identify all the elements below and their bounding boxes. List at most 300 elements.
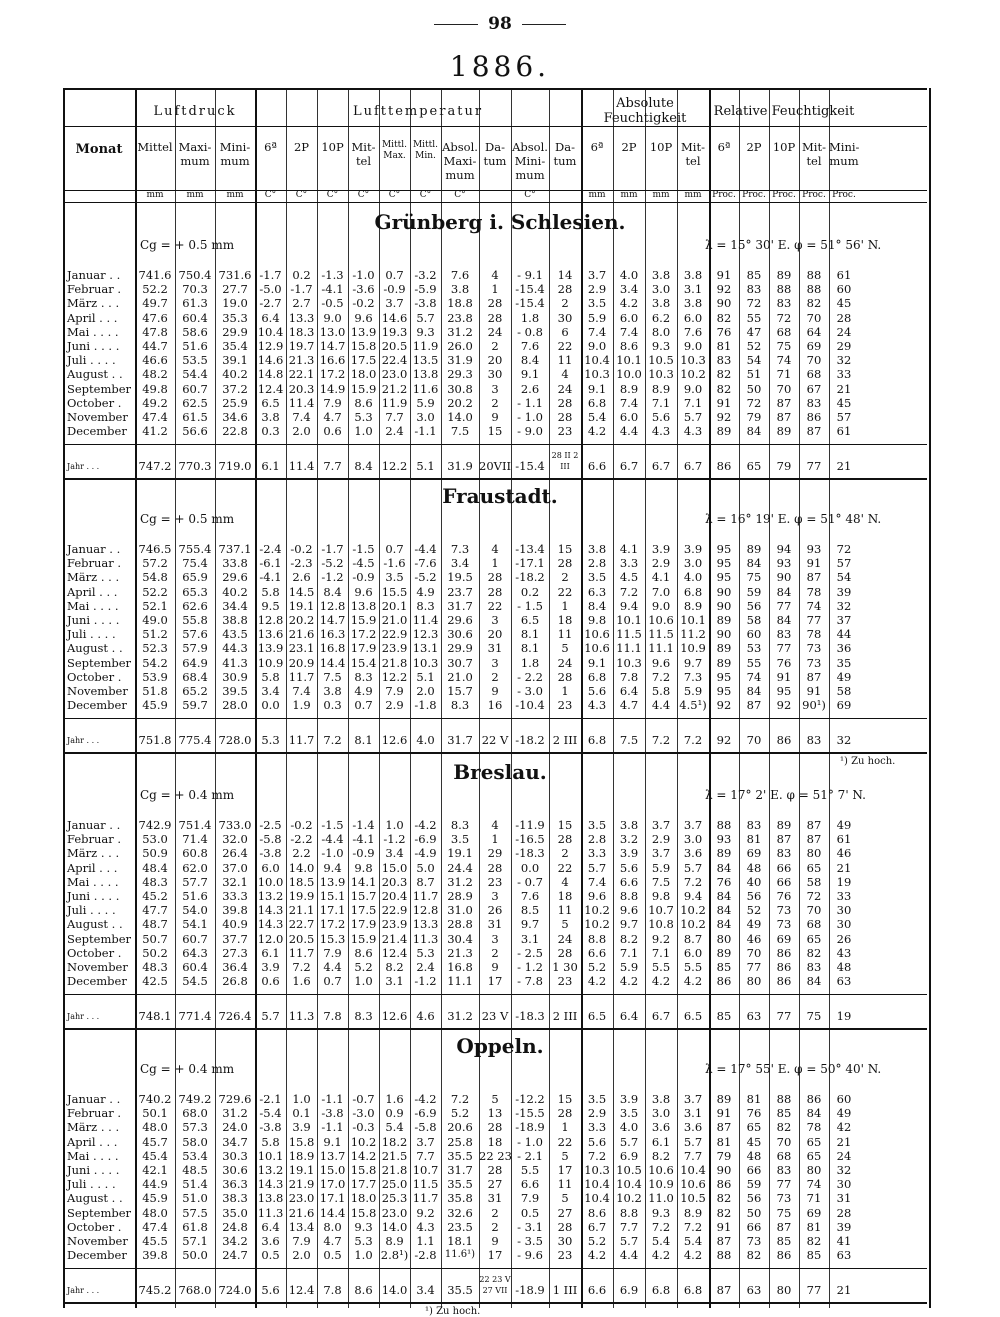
table-cell: 10.4 bbox=[584, 353, 610, 368]
table-cell: 23.8 bbox=[447, 310, 473, 325]
table-cell: 65.3 bbox=[182, 584, 208, 599]
table-cell: -6.1 bbox=[259, 556, 282, 571]
table-cell: 49 bbox=[746, 917, 762, 932]
table-cell: -1.2 bbox=[321, 570, 344, 585]
table-cell: 7.2 bbox=[450, 1092, 470, 1106]
column-header: 10P bbox=[772, 140, 796, 154]
table-cell: 73 bbox=[746, 1234, 762, 1249]
unit-label: mm bbox=[684, 190, 702, 200]
table-cell: -3.8 bbox=[259, 1120, 282, 1135]
table-cell: 30.9 bbox=[222, 669, 248, 684]
table-cell: 72 bbox=[746, 296, 762, 311]
table-cell: 11.3 bbox=[412, 931, 439, 946]
table-cell: 9.6 bbox=[587, 889, 607, 904]
table-cell: 60 bbox=[746, 627, 762, 642]
table-cell: 82 bbox=[806, 945, 822, 960]
table-cell: 25.0 bbox=[381, 1177, 408, 1192]
table-cell: 27 bbox=[557, 1205, 573, 1220]
month-label: December bbox=[67, 424, 127, 439]
table-cell: 72 bbox=[776, 310, 792, 325]
table-cell: 86 bbox=[716, 1177, 732, 1192]
table-cell: 1 bbox=[561, 1120, 569, 1135]
month-label: Juni . . . . bbox=[67, 339, 120, 354]
table-cell: 7.5 bbox=[323, 669, 342, 684]
table-cell: 22 V bbox=[481, 733, 509, 748]
table-cell: 17.1 bbox=[319, 903, 346, 918]
table-cell: 0.1 bbox=[292, 1106, 311, 1121]
table-cell: 5.4 bbox=[651, 1234, 671, 1249]
table-cell: 3.4 bbox=[261, 684, 280, 699]
table-cell: 49 bbox=[836, 818, 852, 832]
table-cell: 10.6 bbox=[584, 627, 610, 642]
table-cell: 9.7 bbox=[619, 917, 639, 932]
table-cell: 86 bbox=[776, 945, 792, 960]
month-label: März . . . bbox=[67, 846, 120, 861]
table-cell: 14.0 bbox=[288, 860, 315, 875]
station-table bbox=[63, 818, 859, 1022]
table-cell: 13.7 bbox=[319, 1148, 346, 1163]
station-coordinates: λ = 17° 2' E. φ = 51° 7' N. bbox=[705, 788, 866, 802]
table-cell: -4.2 bbox=[414, 1092, 437, 1106]
table-cell: 6.9 bbox=[619, 1148, 639, 1163]
table-cell: 9.0 bbox=[683, 381, 703, 396]
table-cell: 10.2 bbox=[680, 917, 706, 932]
table-cell: 90 bbox=[776, 570, 792, 585]
table-cell: -18.9 bbox=[515, 1120, 545, 1135]
table-cell: 89 bbox=[716, 613, 732, 628]
table-cell: 30 bbox=[836, 917, 852, 932]
table-cell: 84 bbox=[806, 974, 822, 989]
table-cell: 93 bbox=[776, 556, 792, 571]
table-cell: 85 bbox=[716, 960, 732, 975]
table-cell: 10.0 bbox=[257, 874, 284, 889]
table-cell: 15.8 bbox=[350, 1163, 377, 1178]
table-cell: 82 bbox=[746, 1248, 762, 1263]
month-label: November bbox=[67, 410, 128, 425]
table-cell: 3 bbox=[491, 613, 499, 628]
table-cell: 30 bbox=[557, 1234, 573, 1249]
table-cell: 749.2 bbox=[178, 1092, 212, 1106]
table-cell: 7.6 bbox=[450, 268, 470, 282]
table-cell: 13.8 bbox=[257, 1191, 284, 1206]
table-cell: - 1.2 bbox=[517, 960, 543, 975]
table-cell: 742.9 bbox=[138, 818, 172, 832]
table-cell: 52 bbox=[746, 903, 762, 918]
table-cell: 3 bbox=[491, 931, 499, 946]
table-cell: 6.5 bbox=[520, 613, 540, 628]
table-cell: - 3.5 bbox=[517, 1234, 543, 1249]
table-cell: -6.9 bbox=[414, 1106, 437, 1121]
table-cell: 18 bbox=[557, 889, 573, 904]
table-cell: 15.8 bbox=[288, 1134, 315, 1149]
table-cell: -3.6 bbox=[352, 282, 375, 297]
table-cell: 4.1 bbox=[651, 570, 671, 585]
table-cell: 4.0 bbox=[683, 570, 703, 585]
table-cell: - 9.0 bbox=[517, 424, 543, 439]
table-cell: 1.0 bbox=[354, 424, 373, 439]
unit-label: mm bbox=[588, 190, 606, 200]
table-cell: 68 bbox=[806, 917, 822, 932]
table-cell: 11.7 bbox=[288, 669, 315, 684]
table-cell: 4.2 bbox=[651, 974, 671, 989]
table-cell: 48.3 bbox=[142, 960, 168, 975]
table-cell: 28 bbox=[487, 1120, 503, 1135]
table-cell: -1.5 bbox=[352, 542, 375, 556]
table-cell: 69 bbox=[836, 698, 852, 713]
table-cell: 21.2 bbox=[381, 381, 408, 396]
table-cell: 88 bbox=[716, 818, 732, 832]
table-cell: 13.8 bbox=[412, 367, 439, 382]
table-cell: 10.3 bbox=[584, 367, 610, 382]
column-header: 10P bbox=[321, 140, 344, 154]
station-name: Grünberg i. Schlesien. bbox=[374, 210, 626, 234]
table-cell: 24 bbox=[487, 324, 503, 339]
table-cell: 90 bbox=[716, 296, 732, 311]
table-cell: 21.1 bbox=[288, 903, 315, 918]
gravity-correction: Cg = + 0.5 mm bbox=[140, 512, 235, 526]
table-cell: 60 bbox=[836, 282, 852, 297]
table-cell: 28 bbox=[487, 296, 503, 311]
table-cell: 35.5 bbox=[447, 1283, 473, 1298]
table-cell: 5.6 bbox=[587, 684, 607, 699]
table-cell: 60.4 bbox=[182, 960, 208, 975]
table-cell: 17.9 bbox=[350, 917, 377, 932]
table-cell: 45 bbox=[836, 395, 852, 410]
table-cell: 8.9 bbox=[651, 381, 671, 396]
table-cell: 57 bbox=[836, 410, 852, 425]
table-cell: 10.3 bbox=[680, 353, 706, 368]
table-cell: 16.8 bbox=[319, 641, 346, 656]
table-cell: 77 bbox=[806, 613, 822, 628]
table-cell: 28 bbox=[557, 282, 573, 297]
table-cell: 5.2 bbox=[354, 960, 373, 975]
table-cell: 51.6 bbox=[182, 339, 208, 354]
table-cell: 3.0 bbox=[416, 410, 435, 425]
table-cell: 32 bbox=[836, 733, 852, 748]
table-cell: 11.7 bbox=[288, 733, 315, 748]
month-row bbox=[63, 599, 859, 613]
table-cell: -0.3 bbox=[352, 1120, 375, 1135]
table-cell: 2 bbox=[491, 1205, 499, 1220]
table-cell: 12.8 bbox=[412, 903, 439, 918]
table-cell: 17.0 bbox=[319, 1177, 346, 1192]
station-coordinates: λ = 17° 55' E. φ = 50° 40' N. bbox=[705, 1062, 882, 1076]
table-cell: 20.3 bbox=[381, 874, 408, 889]
table-cell: - 2.1 bbox=[517, 1148, 543, 1163]
table-cell: 71 bbox=[806, 1191, 822, 1206]
table-cell: 47.7 bbox=[142, 903, 168, 918]
table-cell: 38.3 bbox=[222, 1191, 248, 1206]
table-cell: 745.2 bbox=[138, 1283, 172, 1298]
table-cell: 29.9 bbox=[222, 324, 248, 339]
table-cell: 31.2 bbox=[447, 1009, 473, 1024]
table-cell: -1.7 bbox=[259, 268, 282, 282]
table-cell: 8.2 bbox=[619, 931, 639, 946]
header-rule bbox=[63, 88, 927, 90]
table-cell: 65 bbox=[806, 931, 822, 946]
table-cell: 10.3 bbox=[412, 655, 439, 670]
table-cell: 47.6 bbox=[142, 310, 168, 325]
table-cell: 9.8 bbox=[587, 613, 607, 628]
table-cell: 729.6 bbox=[218, 1092, 252, 1106]
table-cell: 84 bbox=[806, 1106, 822, 1121]
table-cell: 87 bbox=[806, 570, 822, 585]
month-label: Juni . . . . bbox=[67, 889, 120, 904]
table-cell: 11.4 bbox=[412, 613, 439, 628]
table-cell: 17.7 bbox=[350, 1177, 377, 1192]
table-cell: 9.0 bbox=[651, 598, 671, 613]
table-cell: 92 bbox=[776, 698, 792, 713]
unit-label: Proc. bbox=[832, 190, 856, 200]
table-cell: 84 bbox=[716, 889, 732, 904]
table-cell: 10.1 bbox=[257, 1148, 284, 1163]
month-row bbox=[63, 846, 859, 860]
column-header: Absol. Maxi- mum bbox=[442, 140, 478, 182]
table-cell: 73 bbox=[776, 1191, 792, 1206]
table-cell: 61 bbox=[836, 832, 852, 847]
table-cell: 4.2 bbox=[619, 296, 639, 311]
table-cell: 21.4 bbox=[381, 931, 408, 946]
table-cell: 3.4 bbox=[385, 846, 404, 861]
month-row bbox=[63, 1191, 859, 1205]
table-cell: 54.2 bbox=[142, 655, 168, 670]
table-cell: 16.6 bbox=[319, 353, 346, 368]
table-cell: 728.0 bbox=[218, 733, 252, 748]
table-cell: 78 bbox=[806, 584, 822, 599]
month-row bbox=[63, 282, 859, 296]
table-cell: 80 bbox=[716, 931, 732, 946]
table-cell: 49 bbox=[836, 1106, 852, 1121]
table-cell: 5.6 bbox=[619, 860, 639, 875]
table-cell: 82 bbox=[716, 381, 732, 396]
table-cell: 6.8 bbox=[587, 395, 607, 410]
month-row bbox=[63, 556, 859, 570]
table-cell: 83 bbox=[776, 627, 792, 642]
table-cell: 53 bbox=[746, 641, 762, 656]
table-cell: 748.1 bbox=[138, 1009, 172, 1024]
table-cell: 62.6 bbox=[182, 598, 208, 613]
table-cell: 35.5 bbox=[447, 1177, 473, 1192]
table-cell: 9 bbox=[491, 1234, 499, 1249]
table-cell: 23 bbox=[557, 698, 573, 713]
table-cell: 75 bbox=[746, 570, 762, 585]
table-cell: 5.9 bbox=[683, 684, 703, 699]
table-cell: 14.7 bbox=[319, 613, 346, 628]
table-cell: 74 bbox=[776, 353, 792, 368]
table-cell: 5.1 bbox=[416, 459, 435, 474]
month-row bbox=[63, 1234, 859, 1248]
table-cell: 43 bbox=[836, 945, 852, 960]
table-cell: 21.6 bbox=[288, 627, 315, 642]
table-cell: 741.6 bbox=[138, 268, 172, 282]
table-cell: 3.4 bbox=[416, 1283, 435, 1298]
table-cell: 15.5 bbox=[381, 584, 408, 599]
table-cell: 7.9 bbox=[323, 395, 342, 410]
table-cell: 2.6 bbox=[520, 381, 540, 396]
table-cell: 51.0 bbox=[182, 1191, 208, 1206]
table-cell: 8.6 bbox=[354, 395, 373, 410]
table-cell: 7.2 bbox=[683, 874, 703, 889]
table-cell: 44 bbox=[836, 627, 852, 642]
table-cell: 18.1 bbox=[447, 1234, 473, 1249]
month-label: Januar . . bbox=[67, 818, 121, 832]
table-cell: 15.7 bbox=[447, 684, 473, 699]
table-cell: 48.5 bbox=[182, 1163, 208, 1178]
table-cell: 50 bbox=[746, 1205, 762, 1220]
table-cell: 79 bbox=[776, 459, 792, 474]
table-cell: 4.2 bbox=[587, 1248, 607, 1263]
table-cell: 5.2 bbox=[587, 960, 607, 975]
table-cell: 755.4 bbox=[178, 542, 212, 556]
table-cell: 23.9 bbox=[381, 641, 408, 656]
table-cell: 6.7 bbox=[683, 459, 703, 474]
table-cell: 6.4 bbox=[619, 684, 639, 699]
table-cell: 20VII bbox=[479, 459, 512, 474]
table-cell: 49.0 bbox=[142, 613, 168, 628]
month-label: Mai . . . . bbox=[67, 874, 119, 889]
table-cell: 2.9 bbox=[385, 698, 404, 713]
table-cell: 9.3 bbox=[651, 1205, 671, 1220]
table-cell: 56 bbox=[746, 598, 762, 613]
table-cell: 6.7 bbox=[651, 459, 671, 474]
table-cell: -15.4 bbox=[515, 282, 545, 297]
table-cell: 53.4 bbox=[182, 1148, 208, 1163]
table-cell: 63 bbox=[836, 1248, 852, 1263]
table-cell: 35.8 bbox=[447, 1191, 473, 1206]
month-label: October . bbox=[67, 395, 122, 410]
month-label: Juni . . . . bbox=[67, 613, 120, 628]
table-cell: 4.7 bbox=[323, 410, 342, 425]
table-cell: 48.4 bbox=[142, 860, 168, 875]
table-cell: 3 bbox=[491, 889, 499, 904]
table-cell: 20.5 bbox=[381, 339, 408, 354]
table-cell: 9.6 bbox=[354, 310, 373, 325]
table-cell: 21.0 bbox=[447, 669, 473, 684]
table-cell: 20.9 bbox=[288, 655, 315, 670]
table-cell: 14.4 bbox=[319, 655, 346, 670]
table-cell: 68 bbox=[776, 324, 792, 339]
table-cell: 7.1 bbox=[651, 945, 671, 960]
table-cell: 6.8 bbox=[683, 1283, 703, 1298]
table-cell: 30.4 bbox=[447, 931, 473, 946]
table-cell: 1.6 bbox=[292, 974, 311, 989]
table-cell: 64.9 bbox=[182, 655, 208, 670]
table-cell: 86 bbox=[776, 974, 792, 989]
column-header: Mini- mum bbox=[219, 140, 251, 168]
table-cell: 14.8 bbox=[257, 367, 284, 382]
table-cell: 40.9 bbox=[222, 917, 248, 932]
unit-label: mm bbox=[652, 190, 670, 200]
table-cell: 18.8 bbox=[447, 296, 473, 311]
table-cell: 8.3 bbox=[354, 669, 373, 684]
table-cell: 30.6 bbox=[222, 1163, 248, 1178]
table-cell: 5.3 bbox=[354, 1234, 373, 1249]
table-cell: 83 bbox=[776, 1163, 792, 1178]
table-cell: -6.9 bbox=[414, 832, 437, 847]
month-row bbox=[63, 382, 859, 396]
table-cell: 7.5 bbox=[651, 874, 671, 889]
table-cell: 60 bbox=[836, 1092, 852, 1106]
table-cell: 3.5 bbox=[587, 296, 607, 311]
table-cell: 88 bbox=[776, 282, 792, 297]
table-cell: 17.5 bbox=[350, 353, 377, 368]
table-cell: 12.3 bbox=[412, 627, 439, 642]
table-cell: 27 bbox=[487, 1177, 503, 1192]
table-cell: -15.4 bbox=[515, 459, 545, 474]
table-cell: 3.6 bbox=[683, 1120, 703, 1135]
table-cell: 10.4 bbox=[584, 1177, 610, 1192]
table-cell: 8.3 bbox=[416, 598, 435, 613]
table-cell: 64 bbox=[806, 324, 822, 339]
table-cell: 77 bbox=[776, 1009, 792, 1024]
table-cell: 64.3 bbox=[182, 945, 208, 960]
table-cell: 75 bbox=[776, 339, 792, 354]
table-cell: -1.7 bbox=[321, 542, 344, 556]
table-cell: 9.4 bbox=[619, 598, 639, 613]
table-cell: 91 bbox=[776, 669, 792, 684]
table-cell: 0.5 bbox=[261, 1248, 280, 1263]
table-cell: 18.2 bbox=[381, 1134, 408, 1149]
year-separator bbox=[63, 444, 927, 445]
table-cell: 50.7 bbox=[142, 931, 168, 946]
table-cell: 22 bbox=[557, 1134, 573, 1149]
table-cell: 86 bbox=[776, 1248, 792, 1263]
table-cell: 8.8 bbox=[619, 1205, 639, 1220]
table-cell: 24 bbox=[836, 1148, 852, 1163]
table-cell: 20.6 bbox=[447, 1120, 473, 1135]
table-cell: 11 bbox=[557, 627, 573, 642]
table-cell: 52.1 bbox=[142, 598, 168, 613]
table-cell: 2 bbox=[561, 570, 569, 585]
table-cell: 8.9 bbox=[683, 598, 703, 613]
table-cell: 35.5 bbox=[447, 1148, 473, 1163]
table-cell: 50.2 bbox=[142, 945, 168, 960]
table-cell: 12.4 bbox=[257, 381, 284, 396]
table-cell: 13.3 bbox=[412, 917, 439, 932]
table-cell: 5.5 bbox=[651, 960, 671, 975]
table-cell: 32 bbox=[836, 1163, 852, 1178]
table-cell: 83 bbox=[806, 395, 822, 410]
table-cell: 3.0 bbox=[683, 832, 703, 847]
year-separator bbox=[63, 718, 927, 719]
table-cell: 5.0 bbox=[416, 860, 435, 875]
table-cell: 3.8 bbox=[450, 282, 470, 297]
table-cell: 52.2 bbox=[142, 584, 168, 599]
table-cell: 66 bbox=[776, 874, 792, 889]
table-cell: 87 bbox=[806, 669, 822, 684]
table-cell: 44.7 bbox=[142, 339, 168, 354]
table-cell: 22 bbox=[557, 860, 573, 875]
month-row bbox=[63, 889, 859, 903]
table-cell: 72 bbox=[806, 889, 822, 904]
table-cell: 71.4 bbox=[182, 832, 208, 847]
table-cell: -10.4 bbox=[515, 698, 545, 713]
month-label: Juli . . . . bbox=[67, 1177, 116, 1192]
table-cell: 22.9 bbox=[381, 903, 408, 918]
table-cell: 21 bbox=[836, 1283, 852, 1298]
table-cell: - 2.5 bbox=[517, 945, 543, 960]
table-cell: 70.3 bbox=[182, 282, 208, 297]
table-cell: 70 bbox=[746, 733, 762, 748]
table-cell: 5.8 bbox=[261, 1134, 280, 1149]
table-cell: 15.0 bbox=[381, 860, 408, 875]
month-row bbox=[63, 875, 859, 889]
table-cell: 12.4 bbox=[381, 945, 408, 960]
table-cell: 45.2 bbox=[142, 889, 168, 904]
table-cell: 1.6 bbox=[385, 1092, 404, 1106]
table-cell: -11.9 bbox=[515, 818, 545, 832]
table-cell: 4.6 bbox=[416, 1009, 435, 1024]
